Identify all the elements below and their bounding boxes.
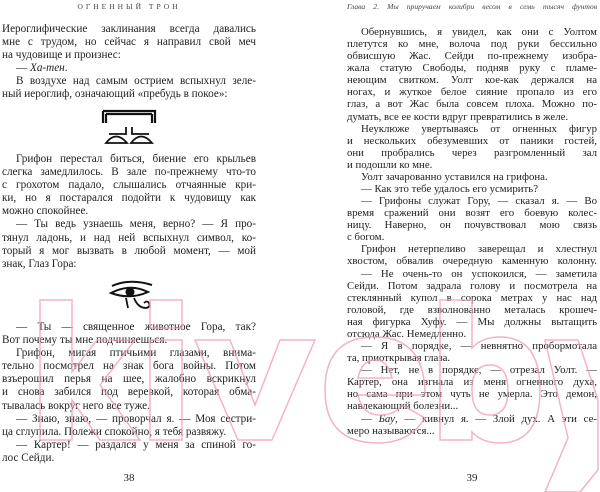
text-line: ная фигурка Хуфу. — Мы должны вытащить	[347, 315, 597, 328]
text-line: и нескольких обезумевших от паники гостей,	[347, 134, 597, 147]
text-line: глаз, а вот Жас была совсем плоха. Можно по-	[347, 98, 597, 111]
text-line: хвостом, обвалив очередную каменную колонну.	[347, 255, 597, 268]
running-header: Глава 2. Мы приручаем колибри весом в семь тысяч фунтов	[347, 2, 597, 11]
text-line: стеклянный купол в сорока метрах у нас над	[347, 291, 597, 304]
text-line: тянул ладонь, и над ней вспыхнул символ, ко-	[2, 231, 256, 244]
text-line: та, приоткрывая глаза.	[347, 352, 451, 365]
text-line: думать, все ее кости вдруг превратились в желе.	[347, 110, 569, 123]
text-line: можно спокойнее.	[2, 205, 89, 218]
text-span: , — кивнул я. — Злой дух. А эти се-	[394, 412, 597, 425]
text-line: головой, где взволнованно металась крошеч-	[347, 303, 597, 316]
text-line: В воздухе над самым острием вспыхнул зеле-	[16, 75, 256, 88]
text-line: отсюда Жас. Немедленно.	[347, 327, 467, 340]
text-line: и снова забился под веревкой, которая обма-	[2, 386, 256, 399]
text-line: плетутся ко мне, волоча под руки бессильно	[347, 38, 597, 51]
text-line: жала статую Свободы, подняв руку с пламе-	[347, 62, 597, 75]
text-line: с богом.	[347, 231, 385, 244]
text-line: Грифон нетерпеливо заверещал и хлестнул	[361, 243, 597, 256]
left-page	[2, 0, 256, 492]
text-line: — Не очень-то он успокоился, — заметила	[361, 267, 597, 280]
text-block	[347, 26, 597, 437]
text-line	[2, 62, 256, 75]
text-line: тывалась вокруг него все туже.	[2, 399, 150, 412]
text-line: — Картер! — раздался у меня за спиной го-	[16, 438, 256, 451]
text-block	[2, 23, 256, 102]
text-line: Картер, она изгнала из меня огненного духа,	[347, 376, 597, 389]
text-line: ногах, и жуткое белое сияние пропало из его	[347, 86, 597, 99]
text-line: навлекающий болезни...	[347, 400, 459, 413]
page-number: 38	[123, 472, 135, 484]
hieroglyph-icon	[101, 108, 157, 146]
text-line: они пробрались через разгромленный зал	[347, 146, 597, 159]
text-line: лос Сейди.	[2, 451, 55, 464]
text-line: — Знаю, знаю, — проворчал я. — Моя сестри-	[16, 412, 256, 425]
text-block	[2, 153, 256, 271]
text-line: — Нет, не в порядке, — отрезал Уолт. —	[361, 364, 597, 377]
text-line: — Как это тебе удалось его усмирить?	[361, 183, 538, 196]
text-line: Грифон перестал биться, биение его крыльев	[16, 153, 256, 165]
text-span: —	[16, 62, 30, 75]
text-line: ца сглупила. Полежи спокойно, я тебя развяжу.	[2, 425, 227, 438]
text-line: — Я в порядке, — невнятно пробормотала	[361, 340, 597, 353]
text-line: взъерошил перья на шее, жалобно вскрикнул	[2, 373, 256, 386]
text-line: Грифон, мигая птичьими глазами, внима-	[16, 347, 256, 360]
eye-of-horus-icon	[108, 280, 154, 312]
italic-text: Ха-тен	[29, 62, 65, 75]
text-line: Уолт зачарованно уставился на грифона.	[361, 170, 548, 183]
text-line	[347, 413, 597, 425]
text-span: .	[64, 62, 68, 75]
text-line: — Ты ведь узнаешь меня, верно? — Я про-	[16, 218, 256, 231]
running-header: ОГНЕННЫЙ ТРОН	[77, 2, 181, 11]
text-line: торый я мог вызвать в любой момент, — мой	[2, 244, 256, 257]
text-line: знак, Глаз Гора:	[2, 257, 77, 270]
text-line: но сама при этом чуть не умерла. Это демон,	[347, 388, 597, 401]
text-line: обвисшую Жас. Сейди по-прежнему изобра-	[347, 50, 597, 63]
right-page	[347, 0, 597, 492]
text-line: время сражений они возят его боевую колес-	[347, 207, 597, 220]
text-line: ный иероглиф, означающий «пребудь в покое»:	[2, 88, 228, 101]
text-line: — Грифоны служат Гору, — сказал я. — Во	[361, 195, 597, 208]
text-line: Иероглифические заклинания всегда давались	[2, 23, 256, 35]
text-span: —	[361, 412, 379, 425]
italic-text: Бау	[378, 412, 395, 425]
text-line: и подошли ко мне.	[347, 158, 433, 171]
text-line: ницу. Наверно, он почувствовал мою связь	[347, 219, 597, 232]
text-line: меро называются...	[347, 424, 435, 437]
text-line: на чудовище и произнес:	[2, 49, 121, 62]
text-line: неющим свитком. Уолт кое-как держался на	[347, 74, 597, 87]
text-line: мне с трудом, но сейчас я направил свой меч	[2, 36, 256, 49]
text-line: Обернувшись, я увидел, как они с Уолтом	[361, 26, 597, 38]
text-line: тельно посмотрел на знак бога войны. Потом	[2, 360, 256, 373]
page-number: 39	[466, 472, 478, 484]
text-line: ки, но я постарался подойти к чудовищу как	[2, 192, 256, 205]
text-line: Сейди. Потом задрала голову и посмотрела на	[347, 279, 597, 292]
text-line: — Ты — священное животное Гора, так?	[16, 321, 256, 333]
text-line: слегка замедлилось. В зале по-прежнему что-то	[2, 166, 256, 179]
text-line: Неуклюже увертываясь от огненных фигур	[361, 122, 597, 135]
text-line: с грохотом падало, слышались отчаянные кри-	[2, 179, 256, 192]
text-block	[2, 321, 256, 465]
text-line: Вот почему ты мне подчиняешься.	[2, 334, 168, 347]
